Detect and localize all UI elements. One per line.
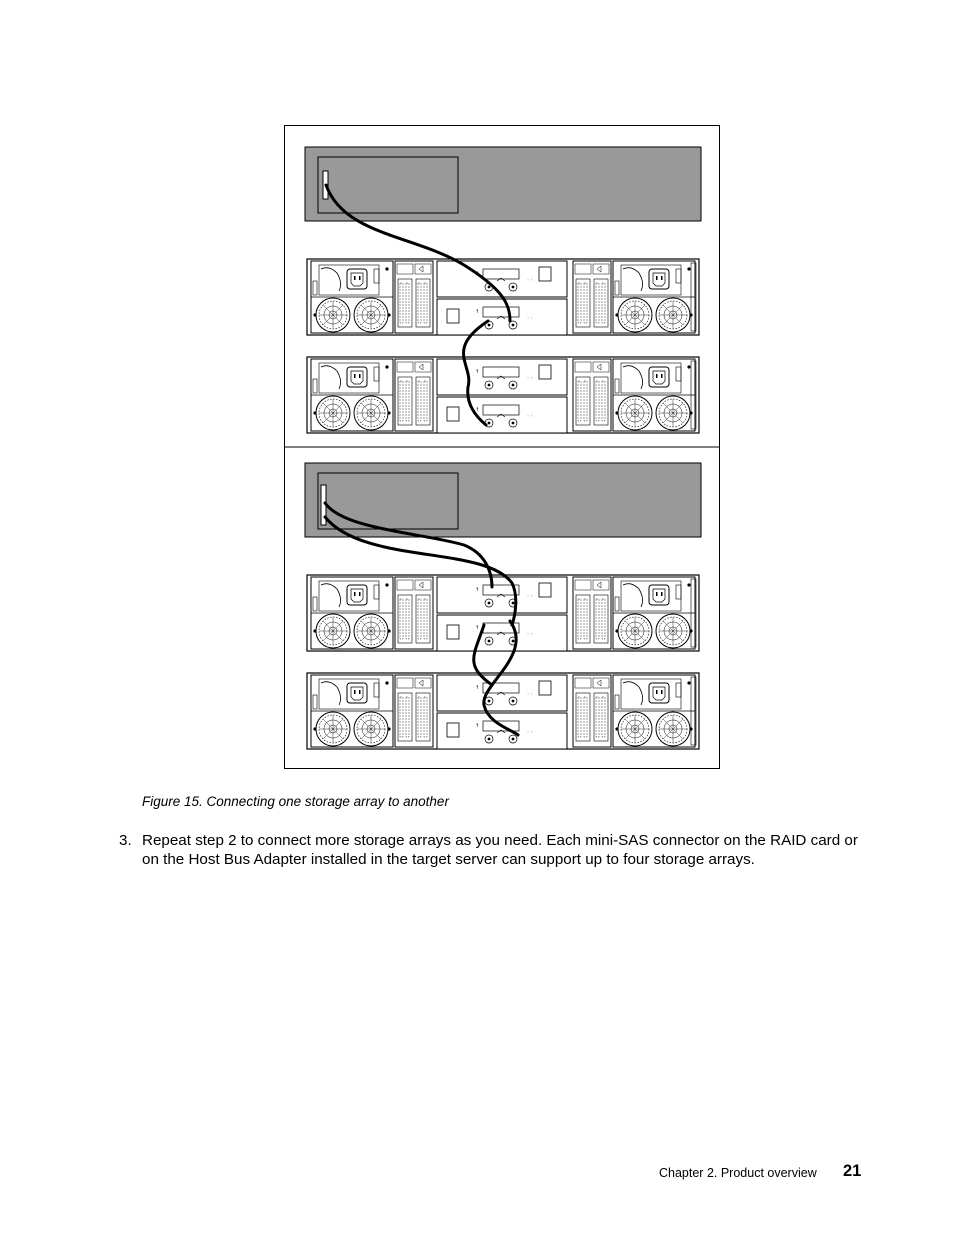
page-number: 21 <box>843 1162 862 1180</box>
step-text: Repeat step 2 to connect more storage arrays as you need. Each mini-SAS connector on the RAID card or on the Host Bus Adapter installed in the target server can support up to four storage arrays. <box>142 832 858 868</box>
cabling-diagram <box>284 125 720 769</box>
storage-array-1-lower <box>307 575 699 651</box>
footer-chapter-title: Chapter 2. Product overview <box>659 1166 817 1180</box>
storage-array-2-lower <box>307 673 699 749</box>
server-upper <box>305 147 701 221</box>
step-number: 3. <box>119 832 132 849</box>
figure-caption: Figure 15. Connecting one storage array to another <box>142 794 449 809</box>
server-lower <box>305 463 701 537</box>
storage-array-2-upper <box>307 357 699 433</box>
step-3 <box>119 831 869 869</box>
figure-illustration <box>284 125 720 769</box>
